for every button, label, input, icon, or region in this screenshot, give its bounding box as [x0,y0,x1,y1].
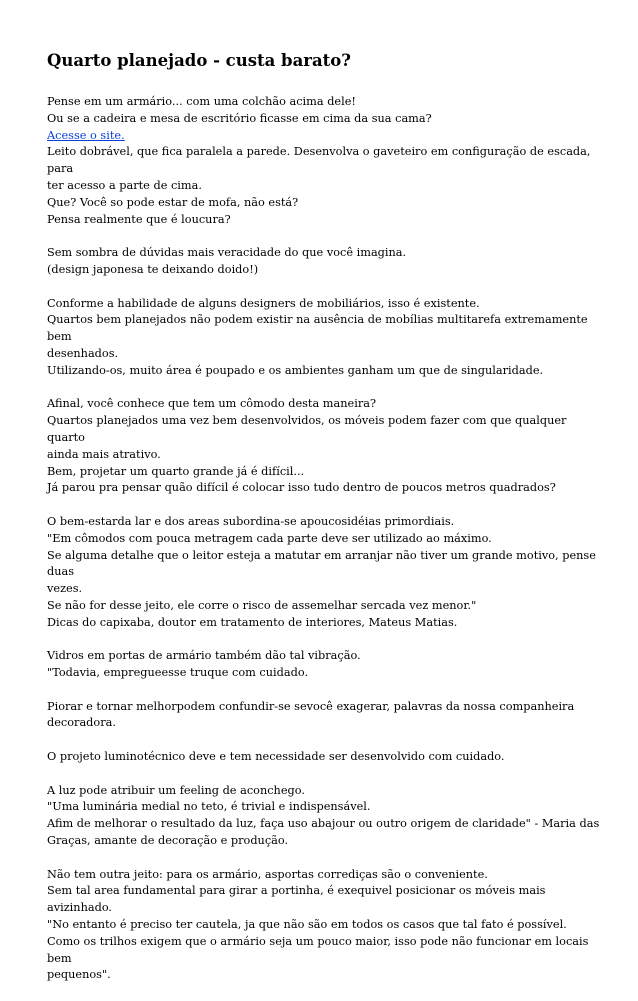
text-line: Dicas do capixaba, doutor em tratamento de interiores, Mateus Matias. [47,615,458,629]
paragraph [47,296,607,380]
text-line: "Todavia, empregueesse truque com cuidado. [47,666,309,680]
text-line: Quartos bem planejados não podem existir na ausência de mobílias multitarefa extremamente bem [47,313,588,344]
text-line: pequenos". [47,968,111,982]
site-link[interactable]: Acesse o site. [47,128,125,142]
text-line: decoradora. [47,716,116,730]
text-line: Conforme a habilidade de alguns designers de mobiliários, isso é existente. [47,296,480,310]
text-line: Piorar e tornar melhorpodem confundir-se sevocê exagerar, palavras da nossa companheira [47,699,575,713]
text-line: Sem sombra de dúvidas mais veracidade do que você imagina. [47,246,407,260]
text-line: Não tem outra jeito: para os armário, asportas corrediças são o conveniente. [47,867,488,881]
text-line: "Em cômodos com pouca metragem cada parte deve ser utilizado ao máximo. [47,531,492,545]
paragraph [47,94,607,228]
text-line: Se alguma detalhe que o leitor esteja a matutar em arranjar não tiver um grande motivo, pense duas [47,548,596,579]
paragraph [47,699,607,733]
text-line: ter acesso a parte de cima. [47,178,202,192]
paragraph [47,245,607,279]
text-line: Pense em um armário... com uma colchão acima dele! [47,95,356,108]
text-line: Bem, projetar um quarto grande já é difícil... [47,464,305,478]
text-line: A luz pode atribuir um feeling de aconchego. [47,783,305,797]
text-line: Sem tal area fundamental para girar a portinha, é exequivel posicionar os móveis mais avizinhado. [47,884,546,915]
text-line: Pensa realmente que é loucura? [47,212,231,226]
text-line: Quartos planejados uma vez bem desenvolvidos, os móveis podem fazer com que qualquer quarto [47,414,567,444]
text-line: O bem-estarda lar e dos areas subordina-se apoucosidéias primordiais. [47,514,455,528]
text-line: vezes. [47,582,83,596]
text-line: "Uma luminária medial no teto, é trivial e indispensável. [47,800,371,814]
text-line: Vidros em portas de armário também dão tal vibração. [47,649,361,663]
text-line: desenhados. [47,346,119,360]
paragraph [47,749,607,766]
text-line: Graças, amante de decoração e produção. [47,834,289,848]
document-title: Quarto planejado - custa barato? [47,51,351,70]
text-line: Ou se a cadeira e mesa de escritório ficasse em cima da sua cama? [47,111,432,125]
text-line: Afim de melhorar o resultado da luz, faça uso abajour ou outro origem de claridade" - Maria das [47,817,600,831]
text-line: Utilizando-os, muito área é poupado e os ambientes ganham um que de singularidade. [47,363,544,377]
text-line: Já parou pra pensar quão difícil é colocar isso tudo dentro de poucos metros quadrados? [47,481,556,495]
text-line: Como os trilhos exigem que o armário seja um pouco maior, isso pode não funcionar em locais bem [47,934,589,965]
text-line: Afinal, você conhece que tem um cômodo desta maneira? [47,397,377,411]
text-line: ainda mais atrativo. [47,447,161,461]
text-line: "No entanto é preciso ter cautela, ja que não são em todos os casos que tal fato é possível. [47,918,567,932]
text-line: Leito dobrável, que fica paralela a parede. Desenvolva o gaveteiro em configuração de escada, para [47,145,591,176]
text-line: Que? Você so pode estar de mofa, não está? [47,195,299,209]
paragraph [47,783,607,850]
paragraph [47,514,607,632]
paragraph [47,396,607,497]
text-line: Se não for desse jeito, ele corre o risco de assemelhar sercada vez menor." [47,598,477,612]
text-line: O projeto luminotécnico deve e tem necessidade ser desenvolvido com cuidado. [47,750,505,764]
text-line: (design japonesa te deixando doido!) [47,262,259,276]
paragraph [47,648,607,682]
document-page [47,50,607,1001]
text-line-link-wrapper [47,128,607,145]
paragraph [47,867,607,985]
